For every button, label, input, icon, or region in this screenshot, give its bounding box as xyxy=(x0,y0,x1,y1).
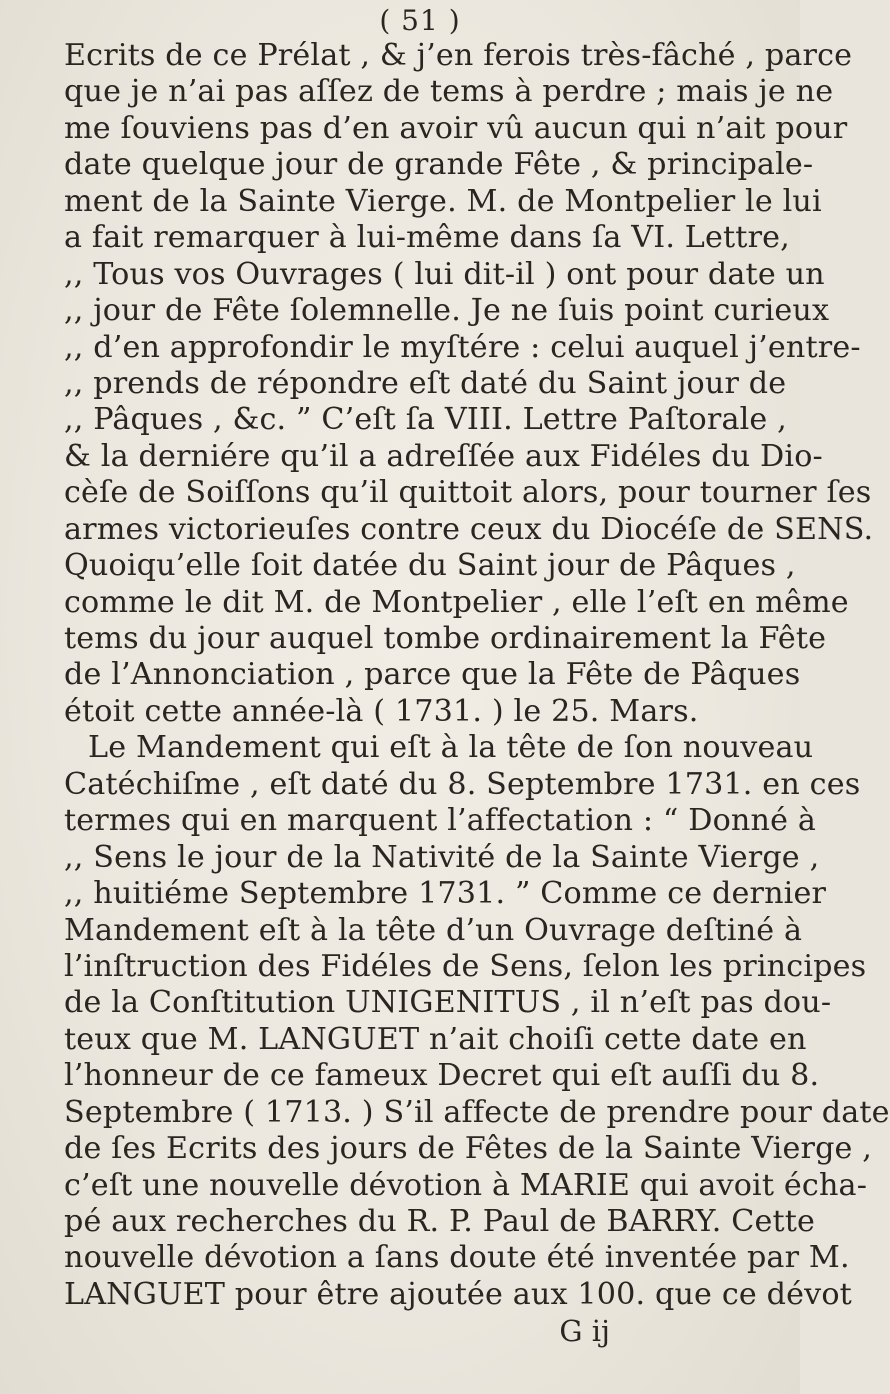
text-line: Mandement eſt à la tête d’un Ouvrage deſtiné à xyxy=(64,912,803,948)
text-line: Catéchiſme , eſt daté du 8. Septembre 1731. en ces xyxy=(64,766,861,802)
body-text xyxy=(64,38,890,1313)
text-line: ,, jour de Fête ſolemnelle. Je ne ſuis point curieux xyxy=(64,293,830,329)
text-line: l’inſtruction des Fidéles de Sens, ſelon les principes xyxy=(64,948,867,984)
text-line: Le Mandement qui eſt à la tête de ſon nouveau xyxy=(88,730,814,766)
text-line: LANGUET pour être ajoutée aux 100. que ce dévot xyxy=(64,1276,852,1312)
text-line: Ecrits de ce Prélat , & j’en ferois très-fâché , parce xyxy=(64,38,853,73)
text-line: date quelque jour de grande Fête , & principale- xyxy=(64,147,814,183)
text-line: nouvelle dévotion a ſans doute été inventée par M. xyxy=(64,1240,850,1276)
text-line: ,, Sens le jour de la Nativité de la Sainte Vierge , xyxy=(64,839,820,875)
text-line: ,, huitiéme Septembre 1731. ” Comme ce dernier xyxy=(64,876,827,912)
text-line: tems du jour auquel tombe ordinairement la Fête xyxy=(64,621,827,656)
text-line: teux que M. LANGUET n’ait choiſi cette date en xyxy=(64,1021,807,1057)
text-line: que je n’ai pas aſſez de tems à perdre ; mais je ne xyxy=(64,74,834,110)
text-line: cèſe de Soiſſons qu’il quittoit alors, pour tourner ſes xyxy=(64,475,872,511)
text-line: ,, Pâques , &c. ” C’eſt ſa VIII. Lettre Paſtorale , xyxy=(64,402,787,438)
text-line: armes victorieuſes contre ceux du Diocéſe de SENS. xyxy=(64,511,874,547)
text-line: l’honneur de ce fameux Decret qui eſt auſſi du 8. xyxy=(64,1058,820,1094)
text-line: me ſouviens pas d’en avoir vû aucun qui n’ait pour xyxy=(64,110,848,146)
text-line: c’eſt une nouvelle dévotion à MARIE qui avoit écha- xyxy=(64,1167,868,1203)
text-line: Quoiqu’elle ſoit datée du Saint jour de Pâques , xyxy=(64,548,796,584)
text-line: de l’Annonciation , parce que la Fête de Pâques xyxy=(64,657,801,693)
signature-mark: G ij xyxy=(559,1314,610,1349)
text-line: de la Conſtitution UNIGENITUS , il n’eſt pas dou- xyxy=(64,985,832,1021)
page-number: ( 51 ) xyxy=(379,4,461,37)
text-line: & la derniére qu’il a adreſſée aux Fidéles du Dio- xyxy=(64,438,823,474)
text-line: étoit cette année-là ( 1731. ) le 25. Mars. xyxy=(64,693,699,729)
text-line: ,, d’en approfondir le myſtére : celui auquel j’entre- xyxy=(64,329,861,365)
text-line: pé aux recherches du R. P. Paul de BARRY. Cette xyxy=(64,1204,816,1239)
text-line: a fait remarquer à lui-même dans ſa VI. Lettre, xyxy=(64,220,790,256)
text-line: ment de la Sainte Vierge. M. de Montpelier le lui xyxy=(64,183,822,219)
text-line: ,, Tous vos Ouvrages ( lui dit-il ) ont pour date un xyxy=(64,256,825,292)
text-line: Septembre ( 1713. ) S’il affecte de prendre pour date xyxy=(64,1094,890,1130)
text-line: ,, prends de répondre eſt daté du Saint jour de xyxy=(64,365,787,401)
text-line: de ſes Ecrits des jours de Fêtes de la Sainte Vierge , xyxy=(64,1131,873,1167)
text-line: termes qui en marquent l’affectation : “ Donné à xyxy=(64,803,816,839)
text-line: comme le dit M. de Montpelier , elle l’eſt en même xyxy=(64,584,849,620)
